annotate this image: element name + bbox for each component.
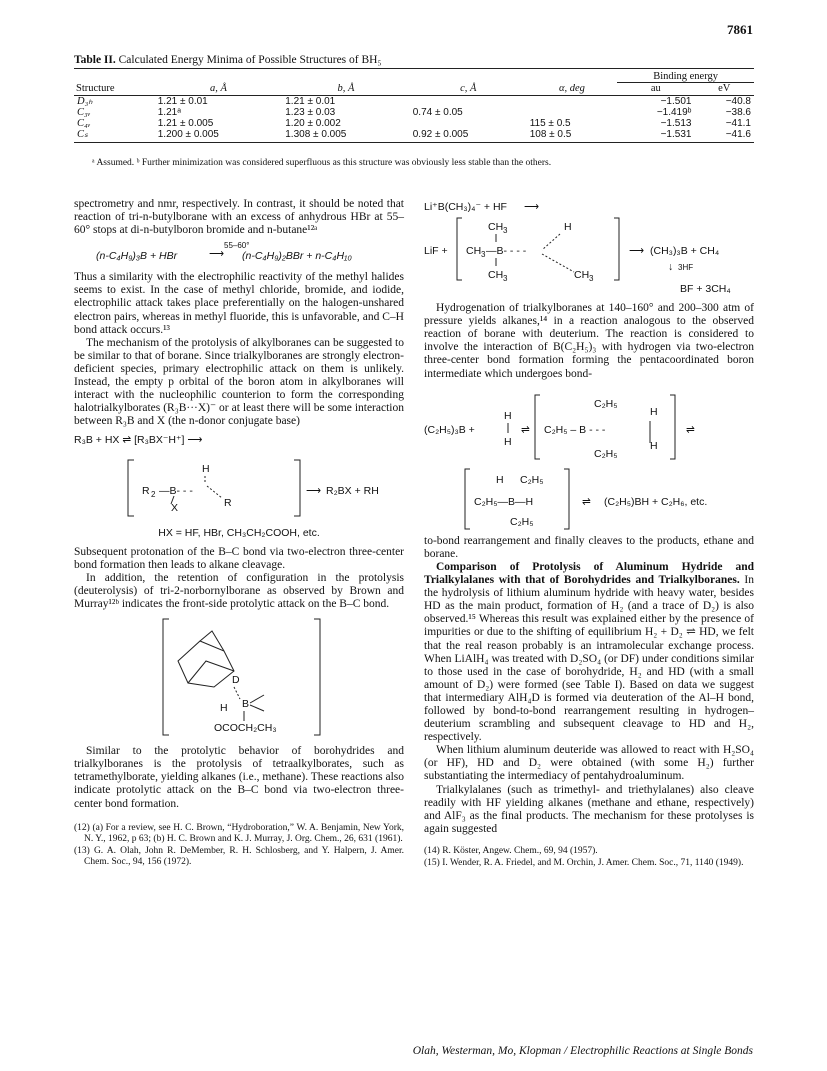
svg-text:C₂H₅: C₂H₅ (594, 397, 618, 410)
svg-text:Li⁺B(CH₃)₄⁻ + HF: Li⁺B(CH₃)₄⁻ + HF (424, 201, 507, 213)
arrow-icon: ⟶ (629, 245, 645, 257)
reference-14: (14) R. Köster, Angew. Chem., 69, 94 (1957). (424, 845, 598, 856)
col-structure: Structure (74, 83, 155, 96)
reference-13: (13) G. A. Olah, John R. DeMember, R. H. Schlosberg, and Y. Halpern, J. Amer. Chem. Soc., 94, 156 (1972). (74, 845, 404, 867)
svg-text:H: H (564, 221, 572, 233)
paragraph: In the hydrolysis of lithium aluminum hydride with heavy water, besides HD as the main product, formation of H₂ (and a trace of D₂) is also observed.¹⁵ Whereas this result was explained either by the presence of impurities or due to the shifting of equilibrium H₂ + D₂ ⇌ HD, we felt that the real reason probably is an intramolecular exchange process. When LiAlH₄ was treated with D₂SO₄ (or DF) under conditions similar to those used in the case of borohydride, H₂ and HD (with a small amount of D₂) were formed (see Table I). Based on data we suggest that intermediary AlH₄D is formed via deuteration of the Al–H bond, followed by bond-to-bond rearrangement resulting in hydrogen–deuterium scrambling and subsequent cleavage to HD and H₂, respectively. (424, 574, 754, 744)
svg-text:X: X (171, 502, 179, 515)
svg-text:B: B (242, 698, 250, 711)
table-cell: −41.1 (725, 118, 751, 129)
equation-complex: R₃B + HX ⇌ [R₃BX⁻H⁺] ⟶ (74, 434, 203, 447)
table-cell: 1.20 ± 0.002 (285, 118, 341, 129)
table-row (74, 107, 754, 118)
svg-text:BF + 3CH₄: BF + 3CH₄ (680, 283, 731, 295)
hydrogenation-scheme (424, 381, 754, 531)
left-column (74, 198, 404, 869)
table-cell: −1.513 (660, 118, 692, 129)
svg-text:3: 3 (481, 250, 486, 259)
svg-text:—B- - -: —B- - - (159, 485, 193, 498)
svg-text:C₂H₅—B—H: C₂H₅—B—H (474, 495, 534, 508)
paragraph: spectrometry and nmr, respectively. In contrast, it should be noted that reaction of tri-n-butylborane with an excess of anhydrous HBr at 55–60° stops at di-n-butylboron bromide and n-butane¹²ᵃ (74, 198, 404, 237)
table-cell: 108 ± 0.5 (527, 129, 618, 143)
table-cell (527, 96, 618, 108)
table-footnote: ᵃ Assumed. ᵇ Further minimization was considered superfluous as this structure was obviously less stable than the others. (92, 158, 552, 168)
svg-text:OCOCH₂CH₃: OCOCH₂CH₃ (214, 722, 277, 735)
arrow-down-icon: ↓ (668, 261, 674, 273)
svg-text:CH: CH (488, 269, 504, 281)
reference-12: (12) (a) For a review, see H. C. Brown, “Hydroboration,” W. A. Benjamin, New York, N. Y., 1962, p 63; (b) H. C. Brown and K. J. Murray, J. Org. Chem., 26, 631 (1961). (74, 822, 404, 844)
svg-text:3: 3 (503, 226, 508, 235)
svg-text:H: H (650, 439, 658, 452)
table-cell: 1.21 ± 0.01 (157, 96, 208, 107)
table-cell: −1.531 (617, 129, 694, 143)
equation-hbr: 55–60° (n-C₄H₉)₃B + HBr ⟶ (n-C₄H₉)₂BBr + n-C₄H₁₀ (96, 241, 352, 263)
paragraph: In addition, the retention of configuration in the protolysis (deuterolysis) of tri-2-norbornylborane as observed by Brown and Murray¹²ᵇ indicates the front-side protolytic attack on the B–C bond. (74, 571, 404, 610)
arrow-icon: ⟶ (524, 201, 540, 213)
svg-text:R₂BX + RH: R₂BX + RH (326, 485, 379, 498)
right-column (424, 198, 754, 870)
svg-text:D: D (232, 674, 240, 687)
energy-table (74, 68, 754, 143)
table-cell: −38.6 (725, 107, 751, 118)
paragraph: When lithium aluminum deuteride was allowed to react with H₂SO₄ (or HF), HD and D₂ were obtained (with some H₂) further substantiating the intermediacy of pentahydroaluminum. (424, 744, 754, 783)
svg-text:C₂H₅: C₂H₅ (520, 473, 544, 486)
binding-energy-header: Binding energy (617, 69, 754, 83)
svg-text:(C₂H₅)₃B +: (C₂H₅)₃B + (424, 423, 475, 436)
paragraph: Hydrogenation of trialkylboranes at 140–160° and 200–300 atm of pressure yields alkanes,¹⁴ in a reaction analogous to the observed reaction of borane with deuterium. The reaction is considered to involve the interaction of B(C₂H₅)₃ with hydrogen via two-electron three-center bond formation forming the pentacoordinated boron intermediate which undergoes bond- (424, 302, 754, 380)
svg-text:3: 3 (503, 274, 508, 283)
structure-cell: D₃ₕ (77, 96, 93, 107)
paragraph: to-bond rearrangement and finally cleaves to the products, ethane and borane. (424, 534, 754, 560)
equilibrium-icon: ⇌ (686, 423, 695, 436)
table-row (74, 129, 754, 143)
structure-cell: C₃ᵥ (77, 107, 91, 118)
table-cell: −1.501 (660, 96, 692, 107)
svg-text:H: H (650, 405, 658, 418)
svg-text:H: H (202, 463, 210, 476)
col-ev: eV (694, 83, 754, 96)
svg-text:LiF +: LiF + (424, 245, 448, 257)
transition-state-diagram (74, 456, 404, 520)
table-cell: 115 ± 0.5 (529, 118, 571, 129)
paragraph: Similar to the protolytic behavior of borohydrides and trialkylboranes is the protolysis of tetraalkylborates, such as tetramethylborate, yielding alkanes (i.e., methane). These reactions also indicate protolytic attack on the B–C bond via two-electron three-center bond formation. (74, 745, 404, 810)
hx-definition: HX = HF, HBr, CH₃CH₂COOH, etc. (158, 526, 320, 539)
table-cell: 1.308 ± 0.005 (282, 129, 410, 143)
paragraph: Subsequent protonation of the B–C bond via two-electron three-center bond formation then leads to alkane cleavage. (74, 545, 404, 571)
svg-text:C₂H₅: C₂H₅ (510, 515, 534, 528)
svg-text:3HF: 3HF (678, 263, 694, 272)
col-a: a, Å (155, 83, 283, 96)
svg-text:(C₂H₅)BH + C₂H₆, etc.: (C₂H₅)BH + C₂H₆, etc. (604, 495, 708, 508)
table-cell: −1.419ᵇ (656, 107, 692, 118)
svg-text:C₂H₅: C₂H₅ (594, 447, 618, 460)
arrow-icon: ⟶ (187, 434, 203, 447)
table-row (74, 118, 754, 129)
svg-text:H: H (220, 702, 228, 715)
svg-text:3: 3 (589, 274, 594, 283)
table-cell (527, 107, 618, 118)
table-cell: 0.74 ± 0.05 (412, 107, 463, 118)
equilibrium-icon: ⇌ (582, 495, 591, 508)
paragraph: Trialkylalanes (such as trimethyl- and triethylalanes) also cleave readily with HF yielding alkanes (methane and ethane, respectively) and AlF₃ as the final products. The mechanism for these protolyses is again suggested (424, 783, 754, 835)
table-cell (410, 118, 527, 129)
equilibrium-icon: ⇌ (521, 423, 530, 436)
table-cell: −41.6 (694, 129, 754, 143)
references-left (74, 823, 404, 868)
table-cell (410, 96, 527, 108)
table-cell: 1.21 ± 0.005 (157, 118, 214, 129)
svg-text:H: H (504, 435, 512, 448)
tetramethylborate-scheme (424, 198, 754, 298)
table-cell: 1.23 ± 0.03 (285, 107, 336, 118)
svg-text:(CH₃)₃B + CH₄: (CH₃)₃B + CH₄ (650, 245, 720, 257)
table-title: Calculated Energy Minima of Possible Structures of BH₅ (118, 54, 382, 66)
paragraph: Thus a similarity with the electrophilic reactivity of the methyl halides seems to exist. In the case of methyl chloride, bromide, and iodide, electrophilic attack takes place preferentially on the halogen-unshared electron pairs, whereas in methyl fluoride, this is unfavorable, and C–H bond attack occurs.¹³ (74, 271, 404, 336)
svg-text:C₂H₅ – B - - -: C₂H₅ – B - - - (544, 423, 606, 436)
norbornyl-diagram (74, 611, 404, 741)
arrow-icon: ⟶ (306, 485, 322, 498)
col-au: au (617, 83, 694, 96)
reference-15: (15) I. Wender, R. A. Friedel, and M. Orchin, J. Amer. Chem. Soc., 71, 1140 (1949). (424, 857, 744, 868)
table-row (74, 96, 754, 108)
svg-text:R: R (224, 497, 232, 510)
table-cell: 1.21ᵃ (157, 107, 181, 118)
arrow-icon: ⟶ (209, 248, 225, 261)
page-number: 7861 (727, 22, 753, 37)
svg-text:—B- - - -: —B- - - - (486, 245, 527, 257)
table-cell: 0.92 ± 0.005 (410, 129, 527, 143)
equilibrium-icon: ⇌ (122, 434, 135, 447)
table-caption (74, 54, 381, 66)
structure-cell: Cₛ (74, 129, 155, 143)
running-footer: Olah, Westerman, Mo, Klopman / Electrophilic Reactions at Single Bonds (412, 1045, 753, 1057)
col-b: b, Å (282, 83, 410, 96)
svg-text:CH: CH (488, 221, 504, 233)
svg-text:CH: CH (574, 269, 590, 281)
col-c: c, Å (410, 83, 527, 96)
section-heading: Comparison of Protolysis of Aluminum Hydride and Trialkylalanes with that of Borohydrides and Trialkylboranes. (424, 560, 754, 587)
table-cell: 1.21 ± 0.01 (285, 96, 336, 107)
table-label: Table II. (74, 54, 116, 66)
svg-text:2: 2 (151, 490, 156, 500)
table-cell: −40.8 (725, 96, 751, 107)
svg-text:CH: CH (466, 245, 482, 257)
svg-text:R: R (142, 485, 150, 498)
paragraph: The mechanism of the protolysis of alkylboranes can be suggested to be similar to that of borane. Since trialkylboranes are strongly electron-deficient species, primary electrophilic attack on them is unlikely. Instead, the empty p orbital of the boron atom in alkylboranes will interact with the nucleophilic counterion to form the corresponding halotrialkylborates (R₃B···X)⁻ or at least there will be some interaction between R₃B and X (the n-donor conjugate base) (74, 336, 404, 428)
structure-cell: C₄ᵥ (77, 118, 91, 129)
references-right (424, 846, 754, 869)
col-alpha: α, deg (527, 83, 618, 96)
svg-text:H: H (504, 409, 512, 422)
svg-text:H: H (496, 473, 504, 486)
table-cell: 1.200 ± 0.005 (155, 129, 283, 143)
